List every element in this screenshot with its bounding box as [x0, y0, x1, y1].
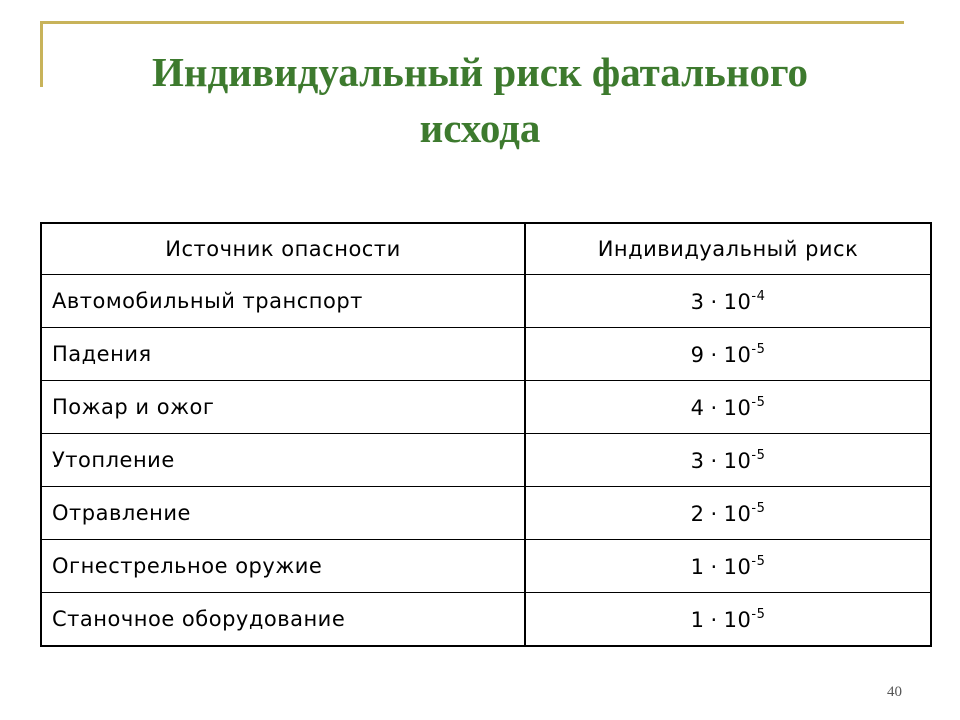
table-row — [41, 487, 931, 540]
table-row — [41, 540, 931, 593]
header-individual-risk: Индивидуальный риск — [525, 223, 931, 275]
risk-value-cell — [525, 487, 931, 540]
table-row — [41, 593, 931, 647]
risk-exponent: -5 — [751, 447, 766, 463]
risk-base: 10 — [723, 554, 752, 579]
risk-value-cell — [525, 328, 931, 381]
multiply-dot: · — [710, 395, 718, 420]
risk-exponent: -5 — [751, 553, 766, 569]
multiply-dot: · — [710, 607, 718, 632]
risk-base: 10 — [723, 607, 752, 632]
risk-base: 10 — [723, 448, 752, 473]
risk-value-cell — [525, 540, 931, 593]
hazard-source-cell: Автомобильный транспорт — [41, 275, 525, 328]
hazard-source-cell: Станочное оборудование — [41, 593, 525, 647]
risk-exponent: -5 — [751, 500, 766, 516]
risk-base: 10 — [723, 342, 752, 367]
risk-value-cell — [525, 434, 931, 487]
slide-title-line-1: Индивидуальный риск фатального — [151, 49, 809, 95]
risk-exponent: -4 — [751, 288, 766, 304]
hazard-source-cell: Отравление — [41, 487, 525, 540]
multiply-dot: · — [710, 501, 718, 526]
risk-mantissa: 3 — [690, 448, 705, 473]
risk-mantissa: 1 — [690, 607, 705, 632]
hazard-source-cell: Огнестрельное оружие — [41, 540, 525, 593]
multiply-dot: · — [710, 448, 718, 473]
risk-base: 10 — [723, 501, 752, 526]
header-hazard-source: Источник опасности — [41, 223, 525, 275]
table-header-row — [41, 223, 931, 275]
risk-exponent: -5 — [751, 341, 766, 357]
multiply-dot: · — [710, 342, 718, 367]
risk-base: 10 — [723, 395, 752, 420]
multiply-dot: · — [710, 554, 718, 579]
risk-value-cell — [525, 275, 931, 328]
table-row — [41, 381, 931, 434]
table-row — [41, 434, 931, 487]
risk-table-body — [41, 275, 931, 647]
risk-base: 10 — [723, 289, 752, 314]
risk-value-cell — [525, 593, 931, 647]
hazard-source-cell: Утопление — [41, 434, 525, 487]
risk-value-cell — [525, 381, 931, 434]
hazard-source-cell: Падения — [41, 328, 525, 381]
table-row — [41, 275, 931, 328]
risk-mantissa: 4 — [690, 395, 705, 420]
hazard-source-cell: Пожар и ожог — [41, 381, 525, 434]
page-number: 40 — [887, 684, 902, 700]
multiply-dot: · — [710, 289, 718, 314]
risk-mantissa: 2 — [690, 501, 705, 526]
risk-mantissa: 9 — [690, 342, 705, 367]
risk-exponent: -5 — [751, 394, 766, 410]
risk-mantissa: 3 — [690, 289, 705, 314]
table-row — [41, 328, 931, 381]
risk-exponent: -5 — [751, 606, 766, 622]
slide-title-line-2: исхода — [419, 105, 541, 151]
risk-table — [40, 222, 932, 647]
accent-line-top — [40, 21, 904, 24]
risk-mantissa: 1 — [690, 554, 705, 579]
slide-title — [0, 44, 960, 156]
